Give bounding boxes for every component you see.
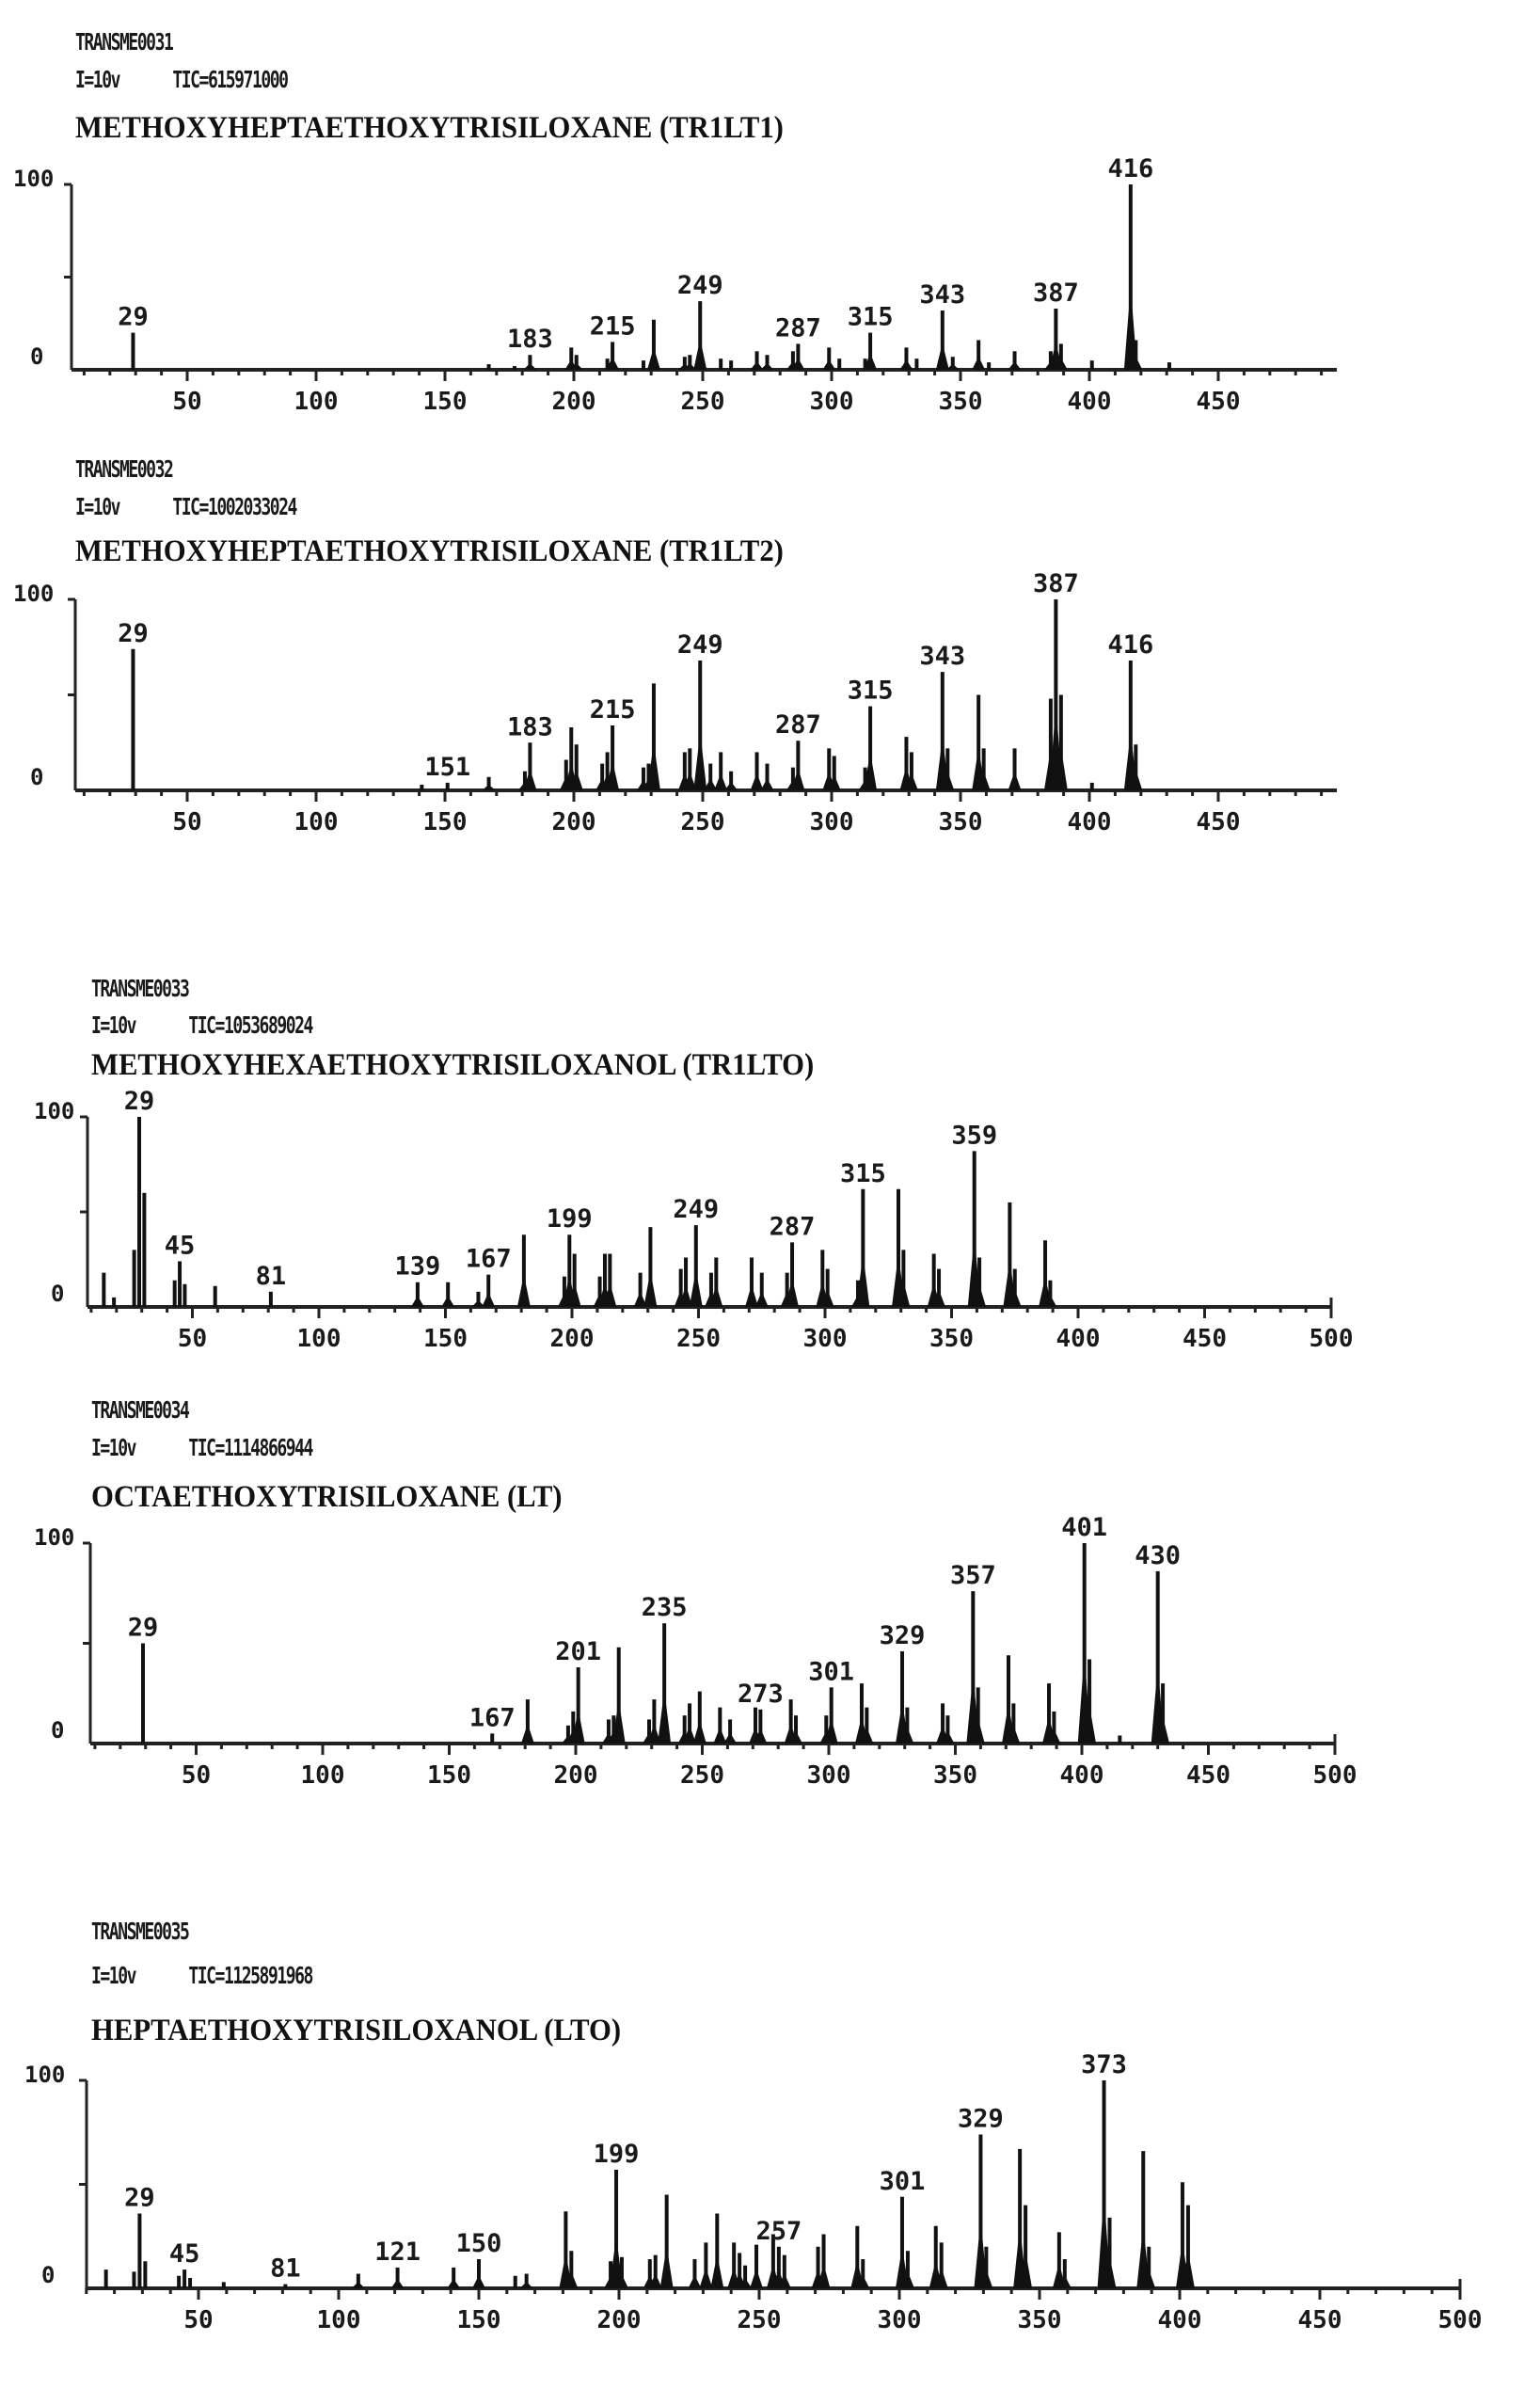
peak-label: 139	[394, 1251, 441, 1282]
x-tick-label: 500	[1437, 2306, 1483, 2334]
peak-label: 249	[676, 629, 723, 660]
peak-label: 329	[958, 2104, 1004, 2134]
x-tick-label: 400	[1067, 388, 1112, 416]
x-tick-label: 200	[549, 1325, 595, 1353]
x-tick-label: 350	[1017, 2306, 1062, 2334]
x-tick-label: 200	[551, 808, 596, 836]
compound-title: OCTAETHOXYTRISILOXANE (LT)	[91, 1480, 563, 1514]
compound-title: METHOXYHEPTAETHOXYTRISILOXANE (TR1LT1)	[75, 111, 784, 145]
x-tick-label: 100	[316, 2306, 361, 2334]
x-tick-label: 150	[456, 2306, 501, 2334]
y-axis-label-0: 0	[30, 343, 44, 370]
peak-label: 287	[769, 1212, 816, 1242]
x-tick-label: 50	[181, 1761, 212, 1790]
peak-label: 121	[374, 2237, 421, 2267]
x-tick-label: 100	[296, 1325, 341, 1353]
compound-title: METHOXYHEPTAETHOXYTRISILOXANE (TR1LT2)	[75, 534, 784, 568]
x-tick-label: 250	[680, 808, 725, 836]
x-tick-label: 450	[1186, 1761, 1230, 1790]
x-tick-label: 450	[1196, 388, 1241, 416]
x-tick-label: 200	[551, 388, 596, 416]
peak-label: 29	[118, 618, 149, 648]
peak-label: 81	[270, 2254, 301, 2284]
peak-label: 81	[255, 1261, 287, 1291]
peak-label: 167	[465, 1244, 512, 1274]
peak-label: 215	[589, 311, 636, 342]
peak-label: 387	[1032, 569, 1079, 598]
peak-label: 45	[168, 2239, 200, 2270]
y-axis-label-100: 100	[13, 166, 55, 192]
peak-label: 183	[507, 712, 553, 742]
acquisition-params: I=10v TIC=615971000	[75, 66, 288, 93]
peak-label: 315	[847, 302, 894, 332]
y-axis-label-100: 100	[34, 1098, 75, 1124]
peak-label: 343	[919, 279, 966, 310]
x-tick-label: 150	[422, 808, 468, 836]
peak-label: 257	[755, 2216, 802, 2246]
x-tick-label: 400	[1157, 2306, 1202, 2334]
peak-label: 29	[118, 302, 149, 332]
peak-label: 29	[127, 1613, 159, 1643]
peak-label: 416	[1107, 629, 1154, 660]
x-tick-label: 350	[938, 388, 983, 416]
x-tick-label: 400	[1059, 1761, 1104, 1790]
peak-label: 249	[676, 271, 723, 301]
x-tick-label: 250	[680, 388, 725, 416]
x-tick-label: 50	[172, 388, 202, 416]
x-tick-label: 200	[596, 2306, 642, 2334]
x-tick-label: 300	[806, 1761, 851, 1790]
x-tick-label: 50	[177, 1325, 208, 1353]
run-id: TRANSME0031	[75, 28, 173, 56]
x-tick-label: 300	[877, 2306, 922, 2334]
y-axis-label-0: 0	[41, 2262, 56, 2288]
peak-label: 401	[1061, 1513, 1108, 1542]
x-tick-label: 300	[802, 1325, 848, 1353]
y-axis-label-100: 100	[34, 1524, 75, 1551]
acquisition-params: I=10v TIC=1053689024	[91, 1011, 312, 1039]
peak-label: 199	[593, 2140, 640, 2170]
x-tick-label: 350	[933, 1761, 977, 1790]
x-tick-label: 500	[1309, 1325, 1354, 1353]
x-tick-label: 400	[1056, 1325, 1101, 1353]
x-tick-label: 450	[1297, 2306, 1342, 2334]
acquisition-params: I=10v TIC=1114866944	[91, 1434, 312, 1461]
x-tick-label: 350	[938, 808, 983, 836]
peak-label: 199	[546, 1204, 593, 1234]
peak-label: 430	[1135, 1540, 1182, 1570]
peak-label: 167	[468, 1703, 516, 1733]
y-axis-label-0: 0	[51, 1281, 65, 1307]
run-id: TRANSME0033	[91, 975, 189, 1002]
peak-label: 359	[951, 1121, 998, 1151]
x-tick-label: 100	[300, 1761, 345, 1790]
peak-label: 357	[949, 1561, 996, 1591]
peak-label: 29	[124, 2183, 155, 2213]
peak-label: 315	[847, 676, 894, 706]
run-id: TRANSME0034	[91, 1396, 189, 1424]
y-axis-label-0: 0	[30, 764, 44, 790]
x-tick-label: 300	[809, 808, 854, 836]
x-tick-label: 100	[294, 808, 339, 836]
peak-label: 150	[455, 2229, 502, 2259]
peak-label: 29	[123, 1087, 155, 1116]
peak-label: 373	[1081, 2050, 1127, 2079]
run-id: TRANSME0032	[75, 455, 173, 483]
peak-label: 301	[879, 2166, 926, 2196]
acquisition-params: I=10v TIC=1125891968	[91, 1962, 312, 1989]
peak-label: 287	[774, 710, 821, 741]
x-tick-label: 250	[676, 1325, 721, 1353]
peak-label: 329	[879, 1621, 926, 1651]
x-tick-label: 150	[422, 388, 468, 416]
x-tick-label: 50	[183, 2306, 214, 2334]
y-axis-label-0: 0	[51, 1717, 65, 1744]
x-tick-label: 200	[553, 1761, 598, 1790]
peak-label: 273	[737, 1679, 784, 1709]
run-id: TRANSME0035	[91, 1918, 189, 1945]
peak-label: 249	[673, 1195, 720, 1225]
compound-title: METHOXYHEXAETHOXYTRISILOXANOL (TR1LTO)	[91, 1048, 815, 1082]
peak-label: 416	[1107, 154, 1154, 183]
peak-label: 151	[424, 752, 471, 782]
peak-label: 387	[1032, 278, 1079, 308]
x-tick-label: 400	[1067, 808, 1112, 836]
acquisition-params: I=10v TIC=1002033024	[75, 493, 296, 520]
x-tick-label: 300	[809, 388, 854, 416]
y-axis-label-100: 100	[13, 581, 55, 607]
peak-label: 45	[164, 1231, 196, 1261]
peak-label: 315	[839, 1158, 886, 1188]
x-tick-label: 150	[423, 1325, 468, 1353]
x-tick-label: 50	[172, 808, 202, 836]
x-tick-label: 450	[1196, 808, 1241, 836]
peak-label: 201	[555, 1637, 602, 1667]
x-tick-label: 250	[680, 1761, 724, 1790]
x-tick-label: 500	[1312, 1761, 1357, 1790]
peak-label: 287	[774, 313, 821, 343]
x-tick-label: 100	[294, 388, 339, 416]
x-tick-label: 250	[737, 2306, 782, 2334]
peak-label: 183	[507, 325, 553, 355]
peak-label: 301	[808, 1657, 855, 1687]
x-tick-label: 150	[427, 1761, 471, 1790]
compound-title: HEPTAETHOXYTRISILOXANOL (LTO)	[91, 2014, 622, 2047]
y-axis-label-100: 100	[24, 2062, 66, 2088]
peak-label: 215	[589, 694, 636, 725]
peak-label: 343	[919, 642, 966, 672]
x-tick-label: 350	[929, 1325, 974, 1353]
x-tick-label: 450	[1183, 1325, 1227, 1353]
peak-label: 235	[641, 1593, 688, 1623]
